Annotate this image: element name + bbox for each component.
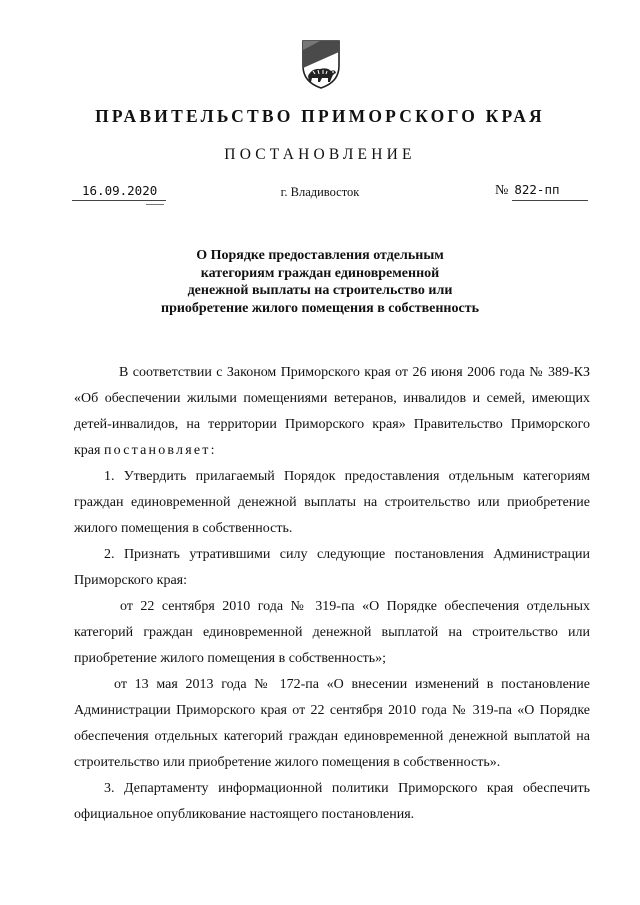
item-1: 1. Утвердить прилагаемый Порядок предоставления отдельным категориям граждан единовременной денежной выплаты на строительство или приобретение жилого помещения в собственность.	[74, 469, 590, 536]
intro-text: В соответствии с Законом Приморского края от 26 июня 2006 года № 389-КЗ «Об обеспечении жилыми помещениями ветеранов, инвалидов и семей, имеющих детей-инвалидов, на территории Приморского края» Правительство Приморского края	[74, 365, 590, 458]
subject-line: денежной выплаты на строительство или	[187, 283, 453, 298]
item-2: 2. Признать утратившими силу следующие постановления Администрации Приморского края:	[74, 547, 590, 588]
subject-line: приобретение жилого помещения в собственность	[161, 300, 479, 316]
document-body	[74, 360, 590, 828]
document-date: 16.09.2020	[82, 183, 158, 198]
item-3: 3. Департаменту информационной политики Приморского края обеспечить официальное опубликование настоящего постановления.	[74, 781, 590, 822]
document-number	[495, 182, 560, 199]
date-underline	[72, 200, 166, 201]
item-2-b: от 13 мая 2013 года № 172-па «О внесении изменений в постановление Администрации Приморского края от 22 сентября 2010 года № 319-па «О Порядке обеспечения отдельных категорий граждан единовременной денежной выплатой на строительство или приобретение жилого помещения в собственность».	[74, 677, 590, 770]
number-underline	[512, 200, 588, 201]
date-underline-tail	[146, 204, 164, 205]
document-type: ПОСТАНОВЛЕНИЕ	[224, 146, 416, 163]
primorsky-coat-of-arms-icon	[300, 38, 342, 90]
number-sign: №	[495, 183, 509, 198]
intro-paragraph	[74, 360, 590, 464]
document-subject	[100, 247, 540, 317]
government-title: ПРАВИТЕЛЬСТВО ПРИМОРСКОГО КРАЯ	[95, 106, 545, 126]
document-city: г. Владивосток	[280, 185, 360, 199]
subject-line: категориям граждан единовременной	[200, 265, 440, 281]
number-value: 822-пп	[514, 182, 560, 197]
resolves-word: постановляет:	[103, 443, 217, 458]
subject-line: О Порядке предоставления отдельным	[196, 248, 444, 263]
item-2-a: от 22 сентября 2010 года № 319-па «О Порядке обеспечения отдельных категорий граждан единовременной денежной выплатой на строительство или приобретение жилого помещения в собственность»;	[74, 599, 590, 666]
